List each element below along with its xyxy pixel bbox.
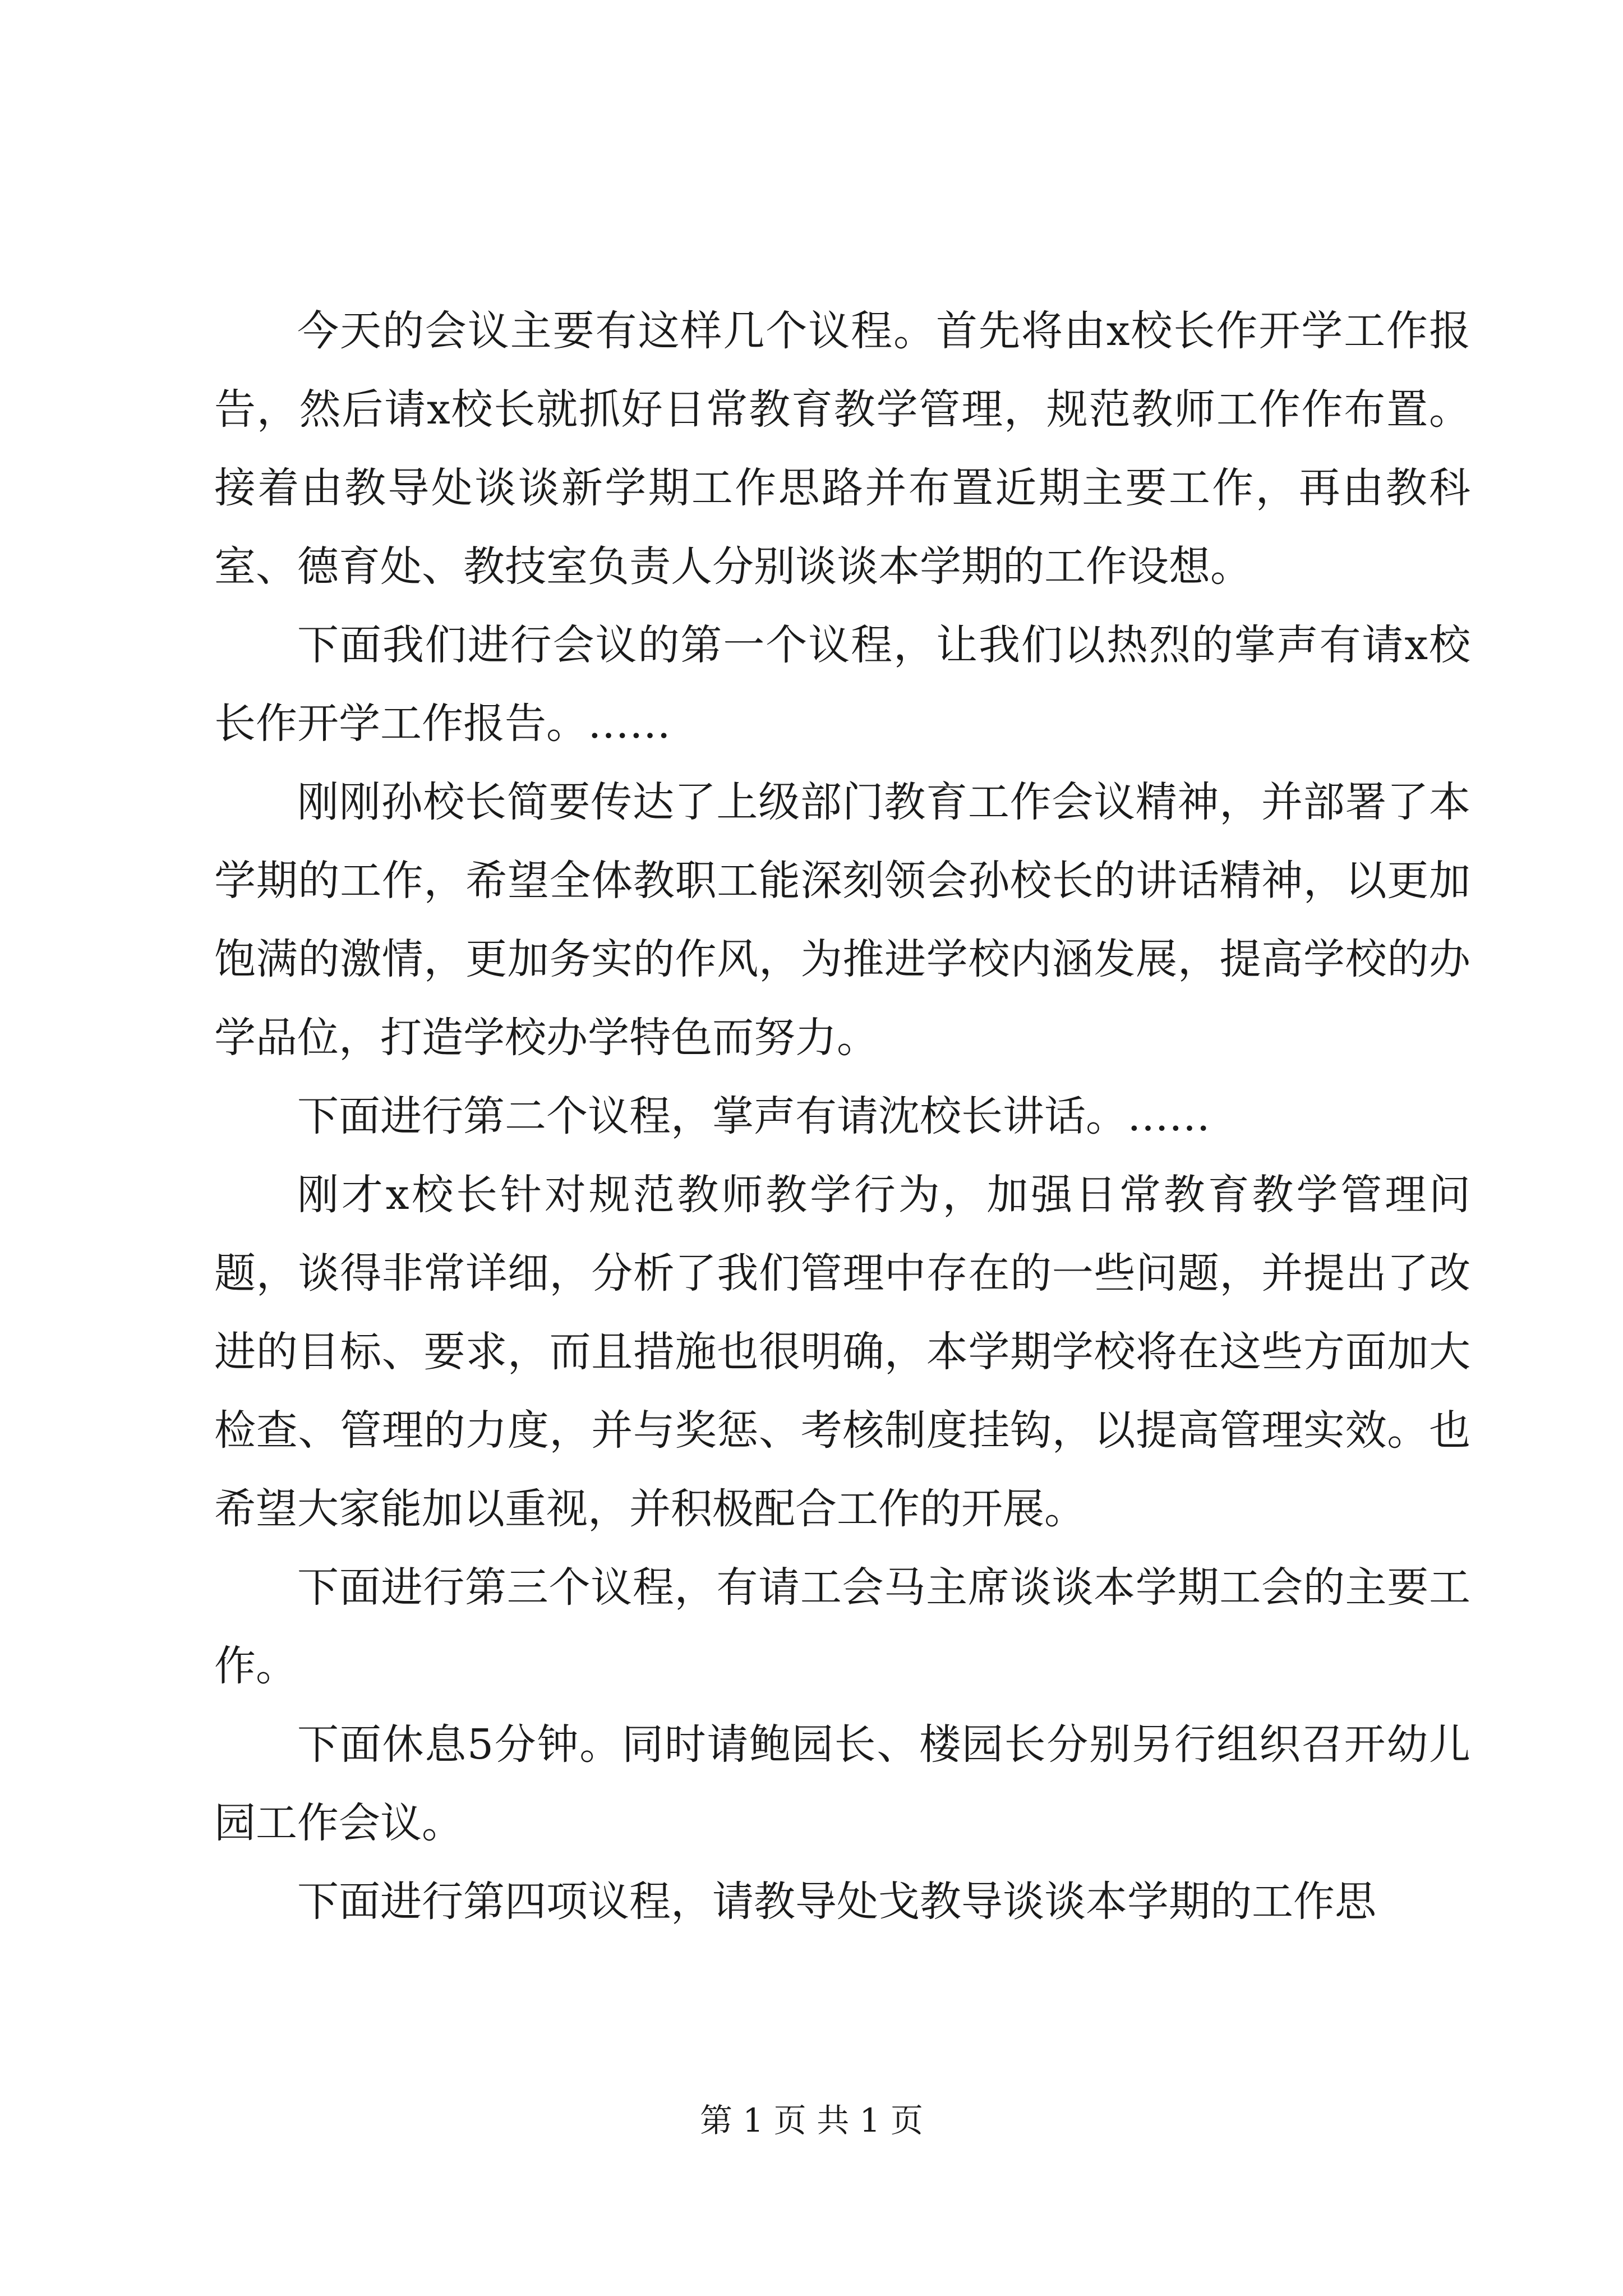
paragraph-3: 刚刚孙校长简要传达了上级部门教育工作会议精神，并部署了本学期的工作，希望全体教职工能深刻领会孙校长的讲话精神，以更加饱满的激情，更加务实的作风，为推进学校内涵发展，提高学校的办学品位，打造学校办学特色而努力。 [214, 778, 1470, 1062]
paragraph-8: 下面进行第四项议程，请教导处戈教导谈谈本学期的工作思 [297, 1878, 1376, 1926]
page-footer: 第 1 页 共 1 页 [700, 2101, 923, 2139]
paragraph-7: 下面休息5分钟。同时请鲍园长、楼园长分别另行组织召开幼儿园工作会议。 [214, 1720, 1470, 1847]
paragraph-4: 下面进行第二个议程，掌声有请沈校长讲话。…… [297, 1092, 1210, 1140]
paragraph-2: 下面我们进行会议的第一个议程，让我们以热烈的掌声有请x校长作开学工作报告。…… [214, 621, 1470, 748]
paragraph-1: 今天的会议主要有这样几个议程。首先将由x校长作开学工作报告，然后请x校长就抓好日常教育教学管理，规范教师工作作布置。接着由教导处谈谈新学期工作思路并布置近期主要工作，再由教科室、德育处、教技室负责人分别谈谈本学期的工作设想。 [214, 307, 1470, 591]
paragraph-6: 下面进行第三个议程，有请工会马主席谈谈本学期工会的主要工作。 [214, 1563, 1470, 1690]
document-body [214, 292, 1470, 1941]
paragraph-5: 刚才x校长针对规范教师教学行为，加强日常教育教学管理问题，谈得非常详细，分析了我们管理中存在的一些问题，并提出了改进的目标、要求，而且措施也很明确，本学期学校将在这些方面加大检查、管理的力度，并与奖惩、考核制度挂钩，以提高管理实效。也希望大家能加以重视，并积极配合工作的开展。 [214, 1171, 1470, 1533]
